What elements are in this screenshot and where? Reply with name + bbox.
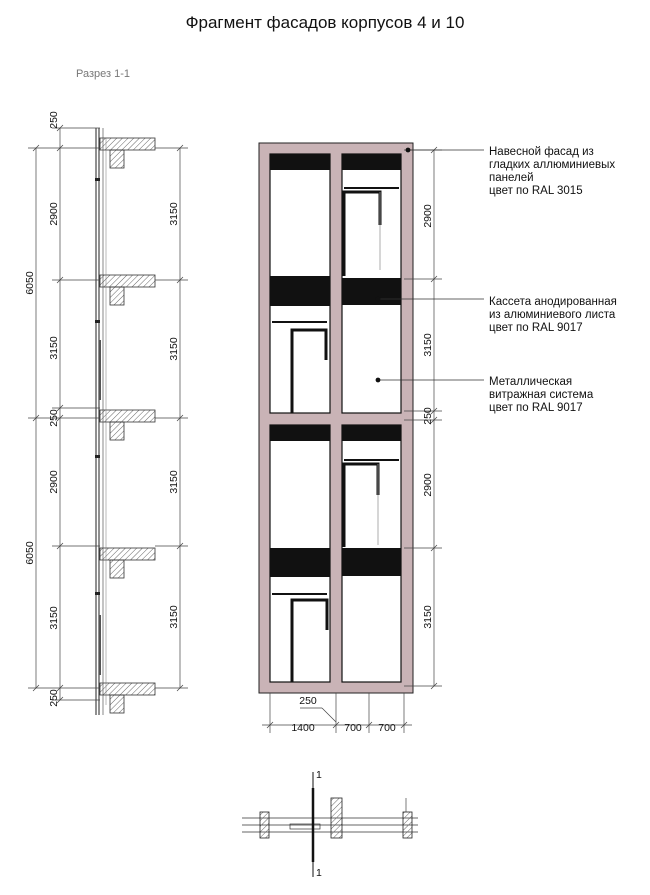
- dim-label: 3150: [48, 336, 60, 360]
- dim-label: 3150: [168, 337, 180, 361]
- dim-label: 700: [378, 722, 396, 734]
- section-mark: 1: [316, 867, 322, 879]
- dim-label: 3150: [168, 202, 180, 226]
- dim-label: 2900: [48, 202, 60, 226]
- column: [331, 798, 342, 838]
- spandrel-cassette: [270, 154, 330, 170]
- spandrel-cassette: [270, 548, 330, 577]
- note-line: Кассета анодированная: [489, 296, 617, 308]
- facade-elevation: [259, 143, 413, 693]
- dim-label: 700: [344, 722, 362, 734]
- floor-slab: [100, 683, 155, 713]
- leader-dot: [376, 378, 381, 383]
- window-bay: [342, 154, 401, 413]
- floor-slab: [100, 410, 155, 440]
- spandrel-cassette: [342, 278, 401, 305]
- note-line: цвет по RAL 3015: [489, 185, 583, 197]
- plan-drawing: [242, 772, 418, 877]
- spandrel-cassette: [270, 276, 330, 306]
- left-dim-labels: [24, 111, 180, 707]
- dim-label: 250: [48, 689, 60, 707]
- note-cassette: [489, 296, 617, 335]
- dim-label: 2900: [422, 204, 434, 228]
- page-title: Фрагмент фасадов корпусов 4 и 10: [185, 13, 465, 32]
- column: [403, 812, 412, 838]
- dim-label: 250: [422, 407, 434, 425]
- floor-slab: [100, 138, 155, 168]
- note-glazing-system: [489, 376, 593, 415]
- facade-bottom-dim-labels: [291, 695, 396, 734]
- spandrel-cassette: [342, 548, 401, 576]
- section-mark: 1: [316, 769, 322, 781]
- dim-label: 1400: [291, 722, 315, 734]
- spandrel-cassette: [342, 425, 401, 441]
- dim-label: 3150: [422, 333, 434, 357]
- dim-label: 3150: [168, 605, 180, 629]
- dim-label: 2900: [422, 473, 434, 497]
- section-label: Разрез 1-1: [76, 68, 131, 80]
- dim-label: 250: [48, 111, 60, 129]
- note-line: витражная система: [489, 389, 594, 401]
- facade-right-dim-labels: [422, 204, 434, 629]
- note-line: из алюминиевого листа: [489, 309, 616, 321]
- dim-label: 2900: [48, 470, 60, 494]
- note-line: панелей: [489, 172, 534, 184]
- dim-label: 250: [48, 409, 60, 427]
- spandrel-cassette: [342, 154, 401, 170]
- note-line: цвет по RAL 9017: [489, 402, 583, 414]
- note-line: цвет по RAL 9017: [489, 322, 583, 334]
- floor-slab: [100, 275, 155, 305]
- note-line: Навесной фасад из: [489, 146, 594, 158]
- floor-slab: [100, 548, 155, 578]
- window-bay: [270, 154, 330, 413]
- leader-dot: [406, 148, 411, 153]
- dim-label: 3150: [168, 470, 180, 494]
- window-bay: [270, 425, 330, 682]
- dim-label: 3150: [48, 606, 60, 630]
- dim-label: 3150: [422, 605, 434, 629]
- note-line: Металлическая: [489, 376, 573, 388]
- section-drawing: [95, 128, 155, 715]
- note-line: гладких аллюминиевых: [489, 159, 616, 171]
- dim-label: 6050: [24, 271, 36, 295]
- column: [260, 812, 269, 838]
- leader-dot: [376, 297, 381, 302]
- dim-label: 6050: [24, 541, 36, 565]
- note-facade-panels: [489, 146, 615, 198]
- window-bay: [342, 425, 401, 682]
- spandrel-cassette: [270, 425, 330, 441]
- dim-label: 250: [299, 695, 317, 707]
